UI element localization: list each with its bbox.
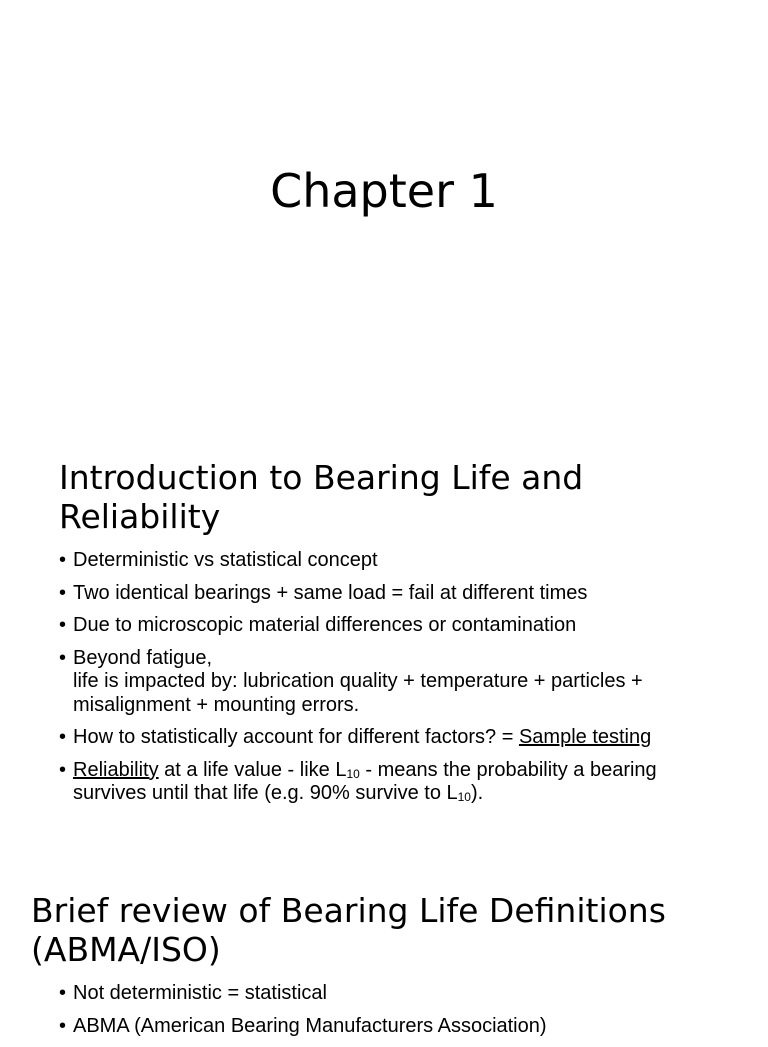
bullet-item — [59, 647, 719, 718]
bullet-item — [59, 549, 719, 573]
bullet-item — [59, 1015, 719, 1039]
bullet-glyph: • — [59, 581, 67, 604]
reliability-term: Reliability — [73, 758, 159, 781]
bullet-text: ABMA (American Bearing Manufacturers Association) — [73, 1014, 547, 1037]
subscript: 10 — [457, 790, 471, 804]
subscript: 10 — [346, 766, 360, 781]
bullet-item — [59, 982, 719, 1006]
sample-testing-term: Sample testing — [518, 726, 652, 748]
section-heading-life-definitions: Brief review of Bearing Life Definitions (ABMA/ISO) — [31, 891, 666, 969]
bullet-list-intro — [59, 549, 719, 815]
bullet-glyph: • — [59, 726, 67, 748]
bullet-item — [59, 726, 719, 750]
bullet-item — [59, 582, 719, 606]
bullet-text: Deterministic vs statistical concept — [73, 549, 378, 571]
bullet-glyph: • — [59, 549, 67, 571]
bullet-text-line: life is impacted by: lubrication quality + temperature + particles + misalignment + mounting errors. — [73, 670, 643, 716]
bullet-text: at a life value - like L — [158, 758, 347, 781]
bullet-text: Due to microscopic material differences or contamination — [73, 614, 577, 636]
chapter-title: Chapter 1 — [270, 164, 498, 218]
bullet-item — [59, 614, 719, 638]
bullet-item — [59, 759, 719, 806]
bullet-text: Not deterministic = statistical — [73, 982, 327, 1004]
bullet-text-line: Beyond fatigue, — [73, 646, 212, 669]
bullet-text: Two identical bearings + same load = fail at different times — [73, 581, 588, 604]
bullet-glyph: • — [59, 614, 67, 636]
bullet-glyph: • — [59, 982, 67, 1004]
section-heading-intro: Introduction to Bearing Life and Reliability — [59, 458, 584, 536]
bullet-glyph: • — [59, 758, 67, 781]
bullet-text: ). — [470, 782, 484, 804]
bullet-glyph: • — [59, 1014, 67, 1037]
bullet-text: How to statistically account for different factors? = — [73, 726, 519, 748]
bullet-text: - means the probability a bearing survives until that life (e.g. 90% survive to L — [73, 758, 657, 804]
bullet-list-life-definitions — [59, 982, 719, 1047]
bullet-glyph: • — [59, 646, 67, 669]
